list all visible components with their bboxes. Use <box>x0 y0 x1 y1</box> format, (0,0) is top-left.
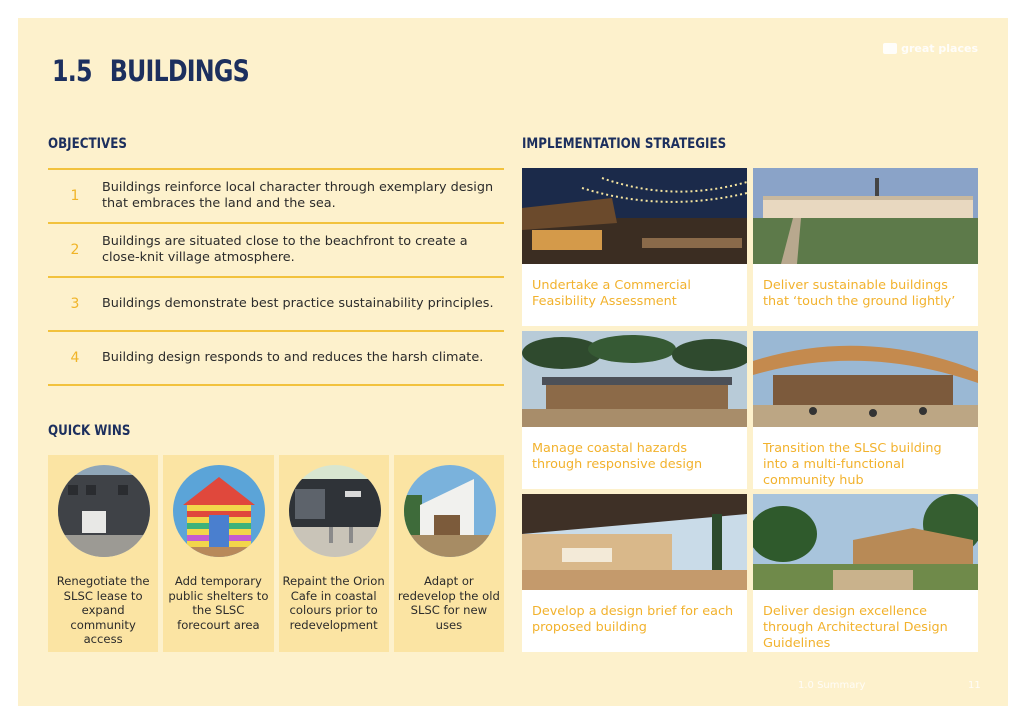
objective-text: Building design responds to and reduces the harsh climate. <box>102 350 484 365</box>
strategy-photo-coastal-building <box>522 331 747 427</box>
quick-win-tile <box>279 455 389 652</box>
strategy-card <box>522 331 747 489</box>
strategy-photo-boardwalk-pavilion <box>753 168 978 264</box>
quick-win-text: Repaint the Orion Cafe in coastal colours prior to redevelopment <box>282 574 385 632</box>
brand-logo <box>883 42 978 55</box>
page-number: 11 <box>968 680 981 691</box>
objective-text: Buildings demonstrate best practice sustainability principles. <box>102 296 494 311</box>
quick-win-photo-beach-hut <box>173 465 265 557</box>
objectives-heading: OBJECTIVES <box>48 136 127 152</box>
objective-item <box>48 278 504 332</box>
quick-win-tile <box>48 455 158 652</box>
quick-win-tile <box>394 455 504 652</box>
page-title <box>52 54 249 88</box>
strategy-card <box>753 331 978 489</box>
quick-wins-grid <box>48 455 504 652</box>
objective-number: 4 <box>70 350 80 366</box>
strategy-card <box>522 168 747 326</box>
quick-wins-heading: QUICK WINS <box>48 423 131 439</box>
objective-number: 3 <box>70 296 80 312</box>
strategy-text: Manage coastal hazards through responsive design <box>532 441 703 472</box>
objectives-list <box>48 168 504 386</box>
brand-mark-icon <box>883 43 897 54</box>
footer-section-label: 1.0 Summary <box>798 680 866 691</box>
strategy-photo-night-plaza <box>522 168 747 264</box>
objective-text: Buildings reinforce local character through exemplary design that embraces the land and the sea. <box>102 180 494 211</box>
section-number: 1.5 <box>52 54 92 88</box>
section-title: BUILDINGS <box>109 54 249 88</box>
strategy-photo-design-excellence <box>753 494 978 590</box>
objective-item <box>48 170 504 224</box>
strategy-photo-community-hub <box>753 331 978 427</box>
strategy-card <box>753 494 978 652</box>
objective-number: 2 <box>70 242 80 258</box>
strategy-text: Deliver sustainable buildings that ‘touch the ground lightly’ <box>763 278 956 309</box>
quick-win-photo-cafe <box>289 465 381 557</box>
strategies-heading: IMPLEMENTATION STRATEGIES <box>522 136 727 152</box>
strategy-photo-design-brief <box>522 494 747 590</box>
objective-number: 1 <box>70 188 80 204</box>
strategy-card <box>522 494 747 652</box>
quick-win-photo-clubhouse <box>58 465 150 557</box>
quick-win-text: Add temporary public shelters to the SLSC forecourt area <box>168 574 269 632</box>
objective-item <box>48 224 504 278</box>
quick-win-photo-old-slsc <box>404 465 496 557</box>
page <box>18 18 1008 706</box>
strategy-text: Develop a design brief for each proposed building <box>532 604 734 635</box>
strategy-text: Deliver design excellence through Architectural Design Guidelines <box>763 604 948 651</box>
strategy-text: Transition the SLSC building into a multi-functional community hub <box>763 441 942 488</box>
quick-win-text: Adapt or redevelop the old SLSC for new uses <box>397 574 500 632</box>
strategies-grid <box>522 168 978 652</box>
objective-text: Buildings are situated close to the beachfront to create a close-knit village atmosphere. <box>102 234 468 265</box>
brand-name: great places <box>901 42 978 55</box>
objective-item <box>48 332 504 386</box>
quick-win-tile <box>163 455 273 652</box>
strategy-card <box>753 168 978 326</box>
strategy-text: Undertake a Commercial Feasibility Assessment <box>532 278 691 309</box>
quick-win-text: Renegotiate the SLSC lease to expand community access <box>56 574 150 646</box>
